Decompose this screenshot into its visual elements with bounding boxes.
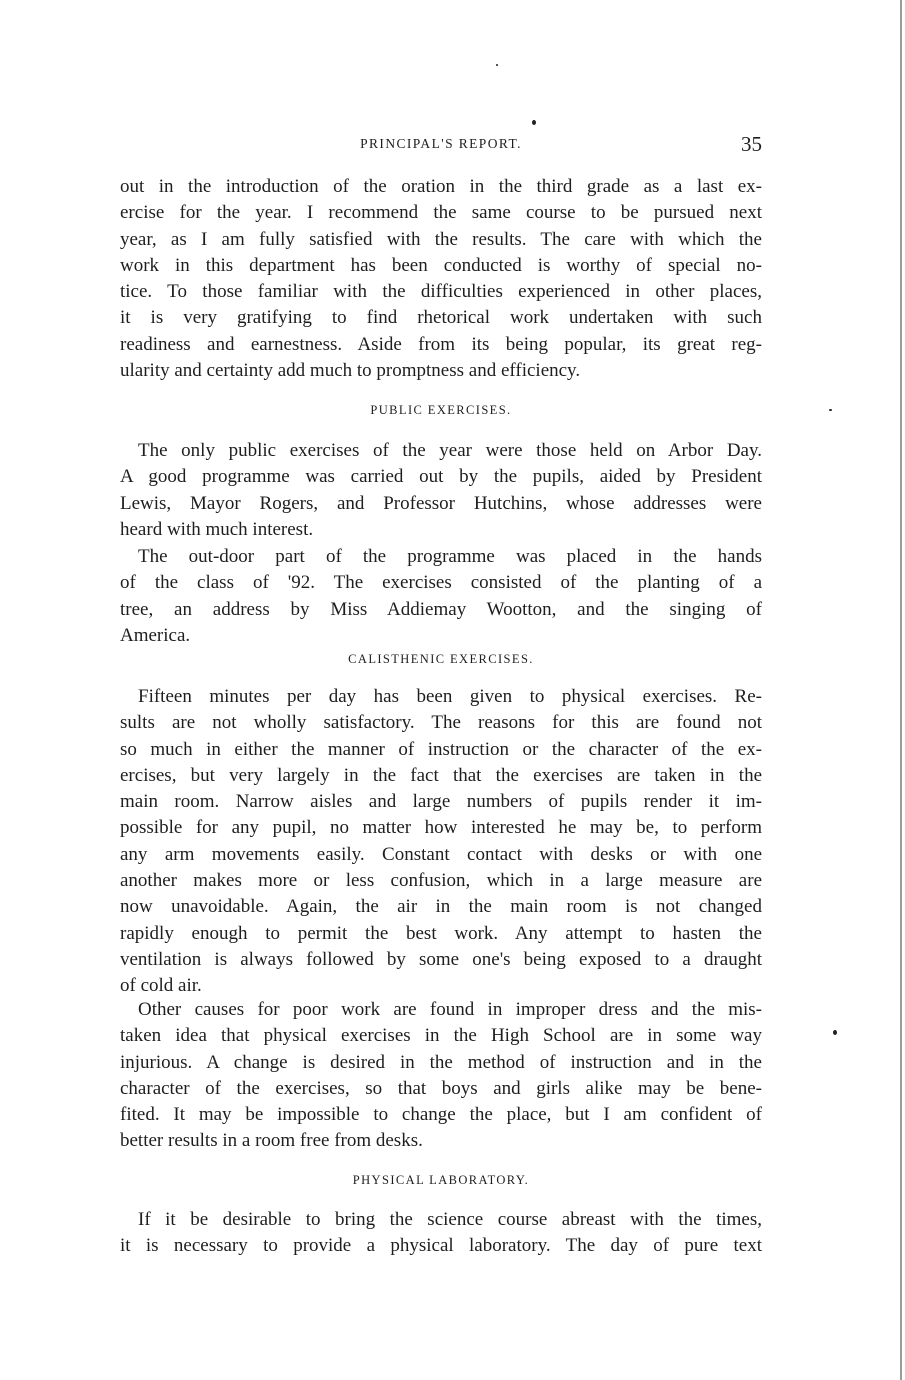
text-line: it is necessary to provide a physical laboratory. The day of pure text — [120, 1235, 762, 1257]
text-line: tree, an address by Miss Addiemay Wootton, and the singing of — [120, 598, 762, 620]
text-line: If it be desirable to bring the science course abreast with the times, — [138, 1209, 762, 1230]
text-line: A good programme was carried out by the pupils, aided by President — [120, 466, 762, 488]
text-line: character of the exercises, so that boys and girls alike may be bene- — [120, 1077, 762, 1099]
paragraph — [120, 997, 762, 1155]
text-line: of the class of '92. The exercises consisted of the planting of a — [120, 572, 762, 594]
text-line: Other causes for poor work are found in improper dress and the mis- — [138, 999, 762, 1020]
text-line: possible for any pupil, no matter how interested he may be, to perform — [120, 817, 762, 839]
text-line: tice. To those familiar with the difficulties experienced in other places, — [120, 281, 762, 303]
text-line: of cold air. — [120, 975, 202, 997]
text-line: so much in either the manner of instruction or the character of the ex- — [120, 738, 762, 760]
text-line: now unavoidable. Again, the air in the main room is not changed — [120, 896, 762, 918]
paragraph — [120, 174, 762, 384]
text-line: ercise for the year. I recommend the same course to be pursued next — [120, 202, 762, 224]
text-line: another makes more or less confusion, which in a large measure are — [120, 870, 762, 892]
ink-speck — [532, 120, 536, 125]
page-number: 35 — [741, 132, 762, 156]
text-line: fited. It may be impossible to change the place, but I am confident of — [120, 1104, 762, 1126]
paragraph — [120, 544, 762, 649]
running-head — [120, 132, 762, 158]
text-line: ventilation is always followed by some one's being exposed to a draught — [120, 948, 762, 970]
text-line: taken idea that physical exercises in the High School are in some way — [120, 1025, 762, 1047]
ink-speck — [496, 64, 498, 66]
text-line: injurious. A change is desired in the method of instruction and in the — [120, 1051, 762, 1073]
text-line: The only public exercises of the year were those held on Arbor Day. — [138, 440, 762, 461]
section-heading-public-exercises: PUBLIC EXERCISES. — [370, 403, 512, 417]
text-line: better results in a room free from desks. — [120, 1130, 423, 1152]
text-line: Fifteen minutes per day has been given to physical exercises. Re- — [138, 686, 762, 707]
text-line: ularity and certainty add much to promptness and efficiency. — [120, 360, 581, 382]
paragraph — [120, 684, 762, 1000]
text-line: ercises, but very largely in the fact that the exercises are taken in the — [120, 764, 762, 786]
text-line: out in the introduction of the oration in the third grade as a last ex- — [120, 176, 762, 197]
paragraph — [120, 438, 762, 543]
text-line: any arm movements easily. Constant contact with desks or with one — [120, 843, 762, 865]
running-title: PRINCIPAL'S REPORT. — [360, 136, 522, 151]
text-line: year, as I am fully satisfied with the results. The care with which the — [120, 228, 762, 250]
text-line: rapidly enough to permit the best work. Any attempt to hasten the — [120, 922, 762, 944]
ink-speck — [833, 1030, 837, 1035]
section-heading-physical-laboratory: PHYSICAL LABORATORY. — [352, 1173, 530, 1187]
section-heading-calisthenic-exercises: CALISTHENIC EXERCISES. — [348, 652, 534, 666]
page-edge-shadow — [900, 0, 902, 1380]
text-line: main room. Narrow aisles and large numbers of pupils render it im- — [120, 791, 762, 813]
text-line: readiness and earnestness. Aside from its being popular, its great reg- — [120, 333, 762, 355]
ink-speck — [829, 409, 832, 411]
text-line: sults are not wholly satisfactory. The reasons for this are found not — [120, 712, 762, 734]
paragraph — [120, 1207, 762, 1260]
text-line: work in this department has been conducted is worthy of special no- — [120, 254, 762, 276]
text-line: it is very gratifying to find rhetorical work undertaken with such — [120, 307, 762, 329]
text-line: America. — [120, 624, 191, 646]
text-line: The out-door part of the programme was placed in the hands — [138, 546, 762, 567]
text-line: Lewis, Mayor Rogers, and Professor Hutchins, whose addresses were — [120, 492, 762, 514]
text-line: heard with much interest. — [120, 518, 314, 540]
